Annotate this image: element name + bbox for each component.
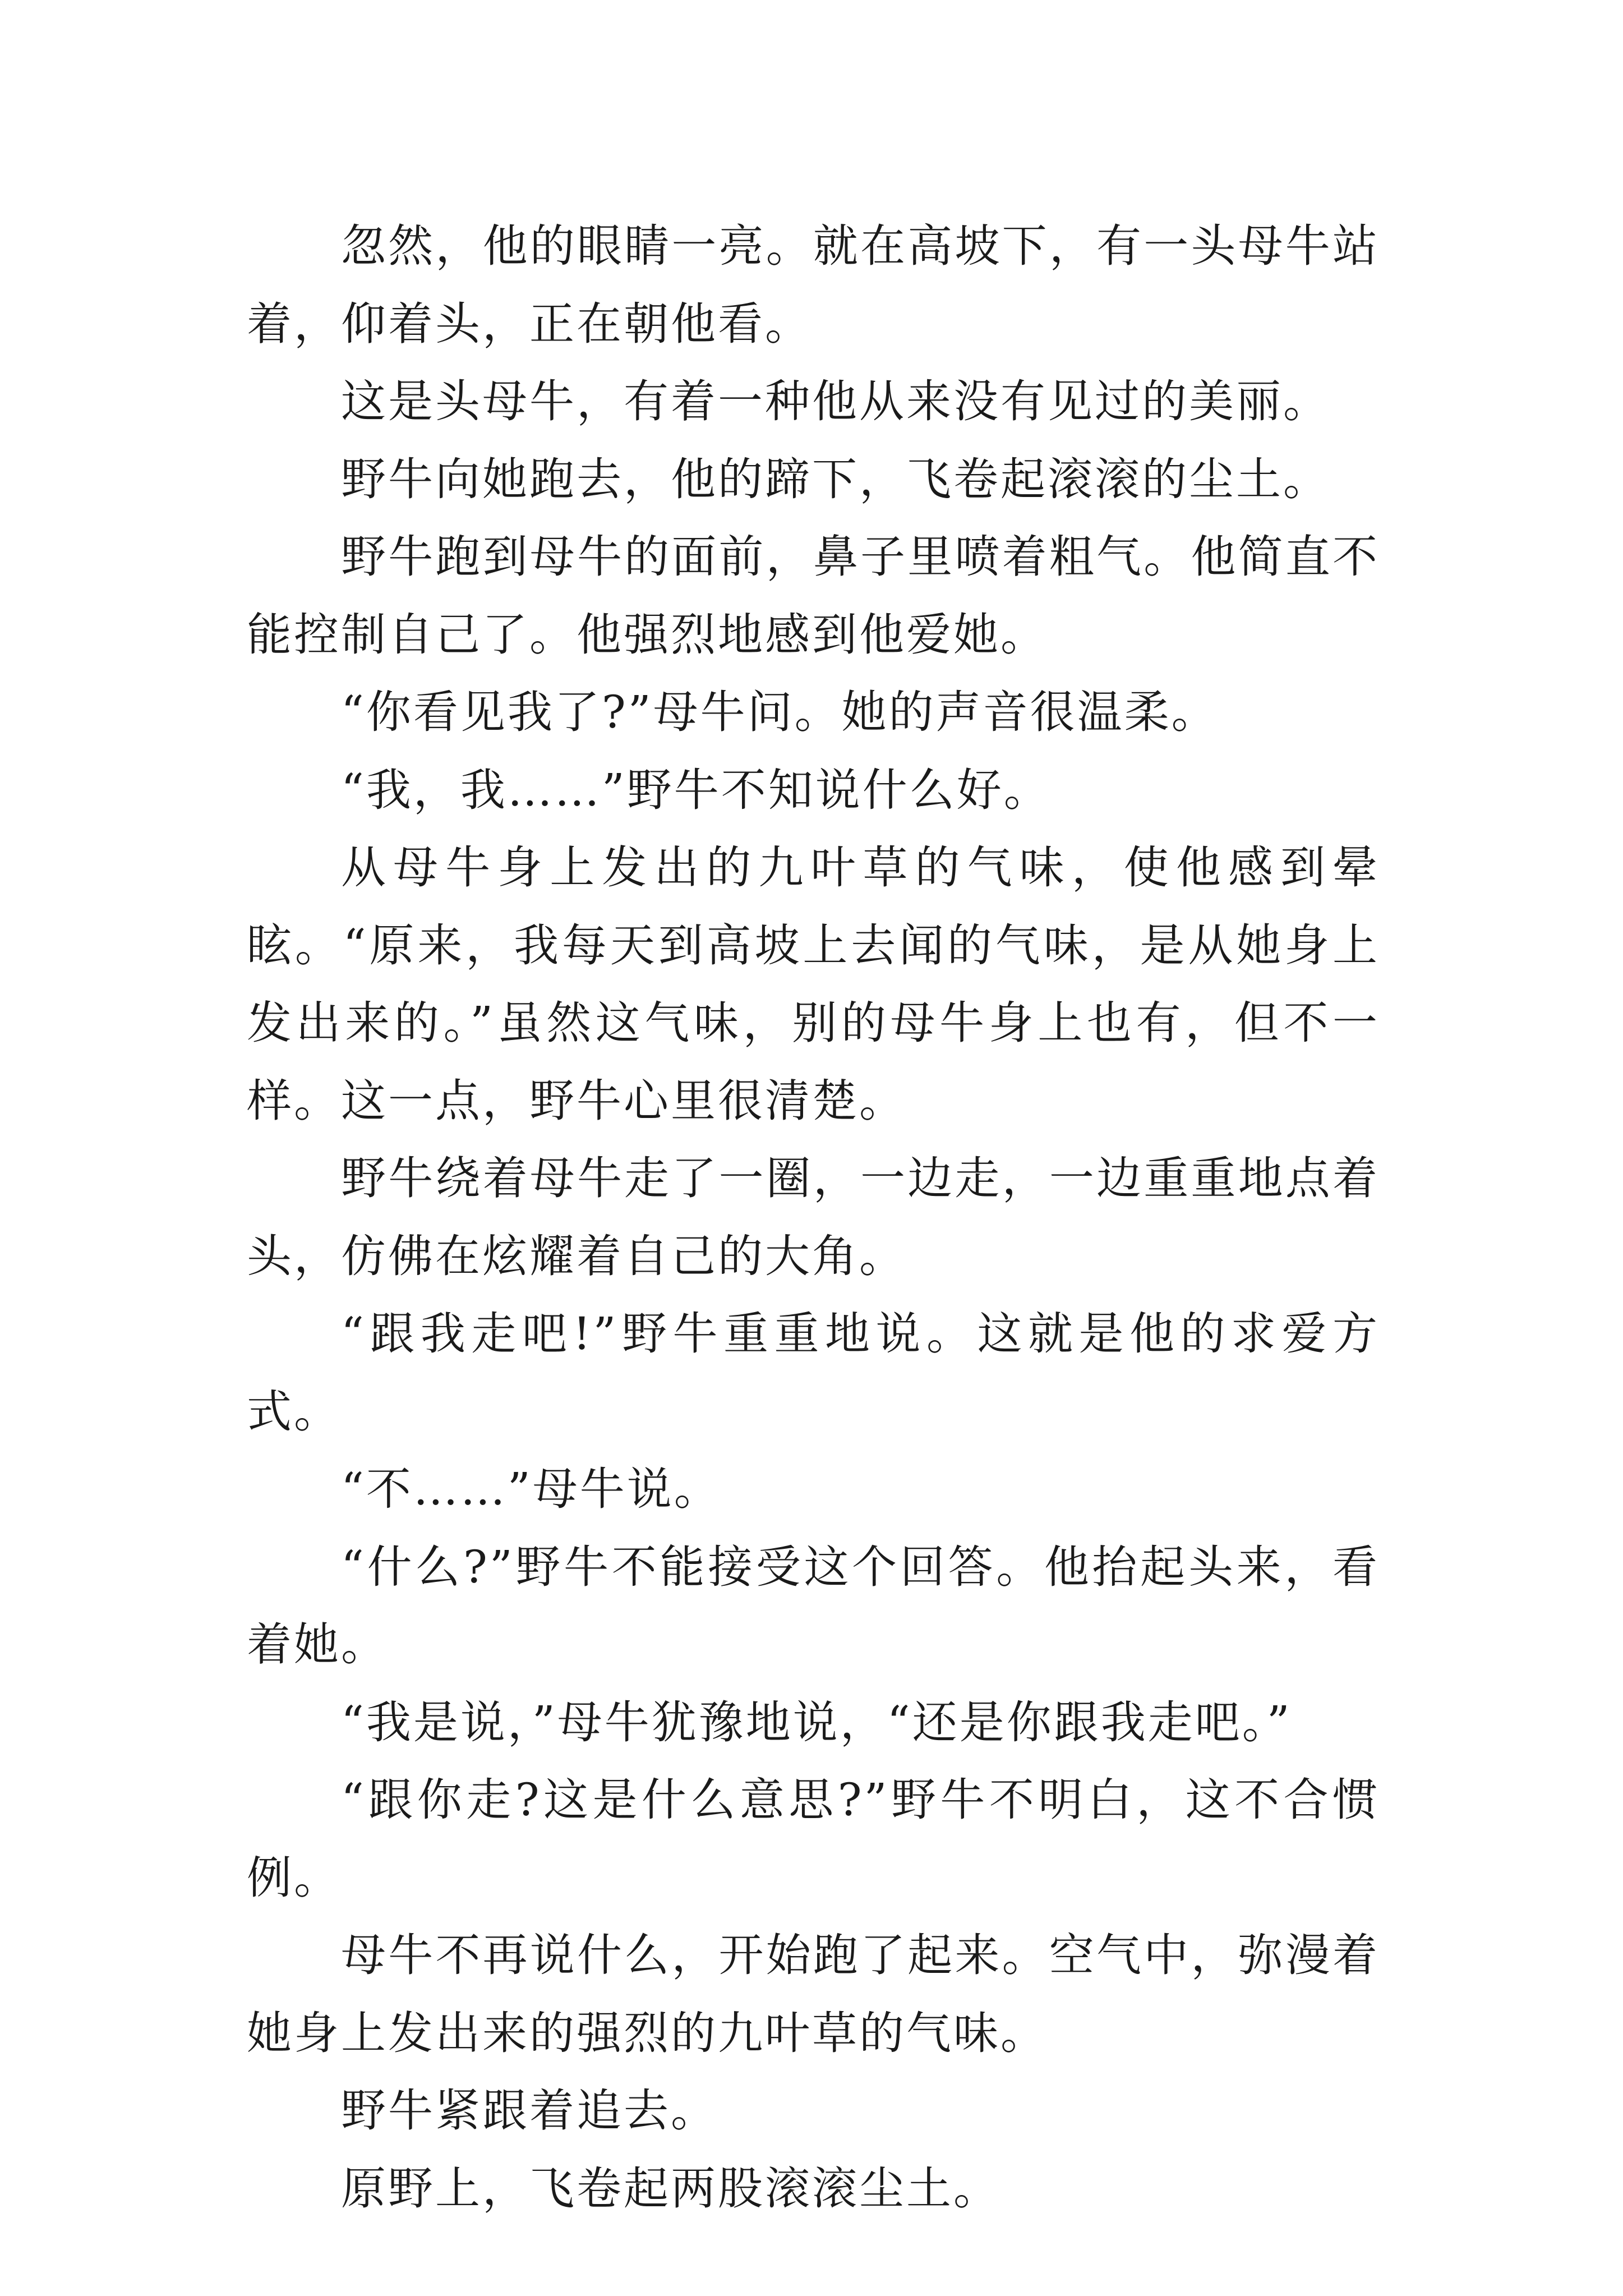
paragraph: 野牛紧跟着追去。: [341, 2085, 718, 2137]
paragraph: “你看见我了?”母牛问。她的声音很温柔。: [341, 686, 1219, 738]
paragraph: “跟你走?这是什么意思?”野牛不明白，这不合惯例。: [247, 1774, 1380, 1904]
paragraph: 野牛绕着母牛走了一圈，一边走，一边重重地点着头，仿佛在炫耀着自己的大角。: [247, 1152, 1380, 1282]
paragraph: “我，我……”野牛不知说什么好。: [341, 763, 1051, 816]
paragraph: 这是头母牛，有着一种他从来没有见过的美丽。: [341, 375, 1330, 427]
paragraph: 原野上，飞卷起两股滚滚尘土。: [341, 2162, 1000, 2215]
paragraph: 野牛跑到母牛的面前，鼻子里喷着粗气。他简直不能控制自己了。他强烈地感到他爱她。: [247, 531, 1380, 661]
paragraph: “跟我走吧!”野牛重重地说。这就是他的求爱方式。: [247, 1308, 1380, 1438]
paragraph: 母牛不再说什么，开始跑了起来。空气中，弥漫着她身上发出来的强烈的九叶草的气味。: [247, 1929, 1380, 2059]
paragraph: 从母牛身上发出的九叶草的气味，使他感到晕眩。“原来，我每天到高坡上去闻的气味，是从她身上发出来的。”虽然这气味，别的母牛身上也有，但不一样。这一点，野牛心里很清楚。: [247, 841, 1380, 1127]
paragraph: “我是说，”母牛犹豫地说，“还是你跟我走吧。”: [341, 1696, 1292, 1749]
paragraph: 野牛向她跑去，他的蹄下，飞卷起滚滚的尘土。: [341, 453, 1330, 505]
paragraph: “什么?”野牛不能接受这个回答。他抬起头来，看着她。: [247, 1540, 1380, 1671]
paragraph: “不……”母牛说。: [341, 1463, 721, 1515]
paragraph: 忽然，他的眼睛一亮。就在高坡下，有一头母牛站着，仰着头，正在朝他看。: [247, 220, 1380, 350]
body-text: [247, 208, 1380, 2228]
